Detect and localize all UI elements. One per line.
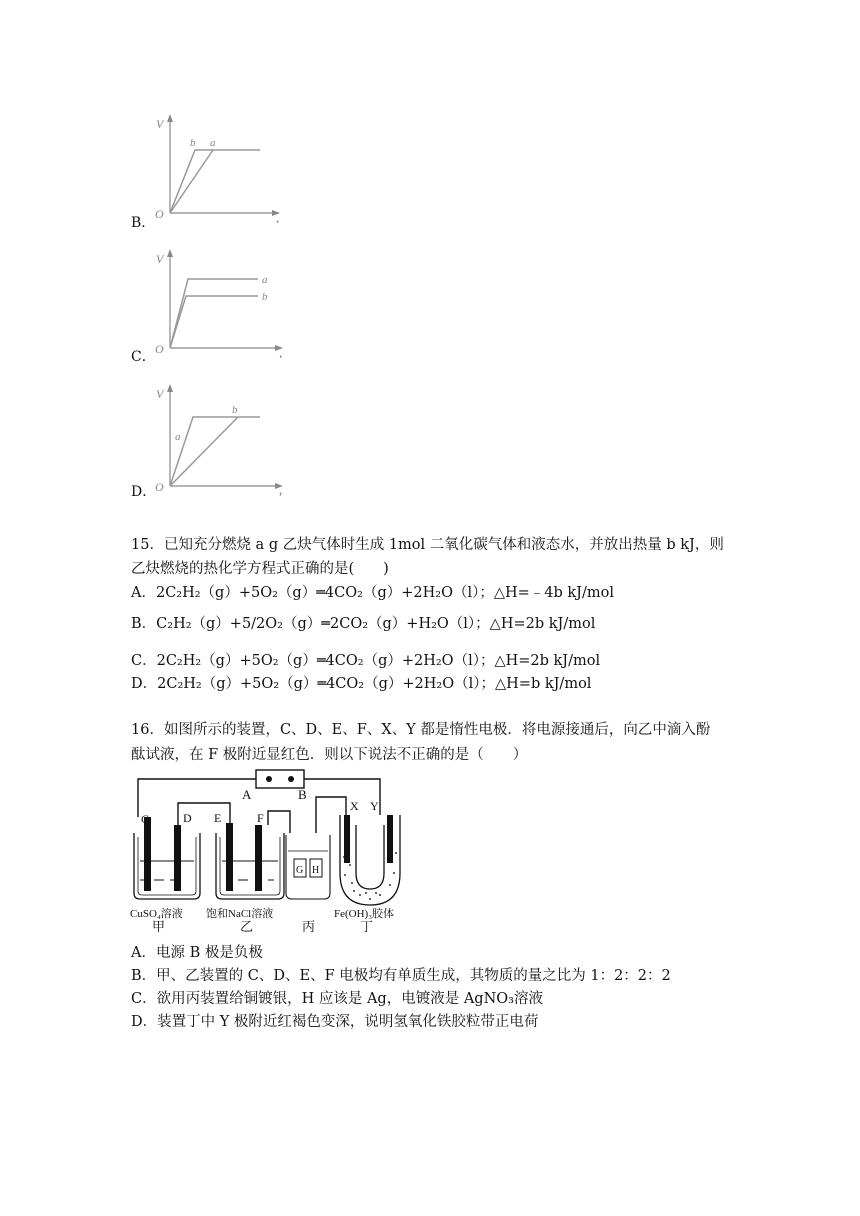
power-label-b: B [298, 787, 307, 802]
line-a [170, 279, 258, 348]
option-label-d: D． [131, 484, 157, 500]
axis-y-label: V [156, 117, 164, 131]
line-a [170, 417, 260, 486]
power-source [256, 770, 304, 788]
q16-option-d: D．装置丁中 Y 极附近红褐色变深，说明氢氧化铁胶粒带正电荷 [131, 1014, 539, 1030]
graph-option-b [150, 108, 280, 227]
electrode-label-x: X [350, 799, 359, 813]
graph-option-d [150, 378, 285, 500]
electrode-y [387, 815, 393, 863]
solution-label-yi: 饱和NaCl溶液 [206, 908, 274, 920]
line-label-a: a [175, 431, 181, 443]
option-label-c: C． [131, 349, 156, 365]
line-label-b: b [232, 404, 238, 416]
electrode-label-h: H [312, 865, 320, 876]
q16-stem-line2: 酞试液，在 F 极附近显红色．则以下说法不正确的是（ ） [131, 747, 528, 763]
axis-x-label: t [276, 217, 280, 223]
solution-label-jia: CuSO₄溶液 [130, 908, 183, 920]
line-b [170, 296, 258, 348]
option-label-b: B． [131, 215, 156, 231]
q16-option-b: B．甲、乙装置的 C、D、E、F 电极均有单质生成，其物质的量之比为 1：2：2：2 [131, 968, 671, 984]
svg-text:t: t [279, 489, 283, 496]
q15-stem-line2: 乙炔燃烧的热化学方程式正确的是( ) [131, 561, 389, 577]
line-label-b: b [262, 291, 268, 303]
electrode-label-e: E [214, 811, 222, 825]
q15-option-b: B．C₂H₂（g）+5/2O₂（g）═2CO₂（g）+H₂O（l）；△H=2b kJ/mol [131, 616, 596, 632]
q16-option-a: A．电源 B 极是负极 [131, 945, 263, 961]
line-label-a: a [262, 274, 268, 286]
electrode-f [255, 825, 262, 891]
line-b [170, 417, 238, 486]
electrode-label-f: F [257, 811, 264, 825]
svg-text:O: O [155, 480, 164, 494]
electrode-x [344, 815, 350, 863]
solution-label-ding: Fe(OH)₃胶体 [334, 908, 395, 920]
vessel-name-yi: 乙 [240, 919, 254, 934]
vessel-name-ding: 丁 [360, 919, 374, 934]
line-b [170, 150, 260, 213]
vessel-name-bing: 丙 [302, 919, 316, 934]
origin-label: O [155, 207, 164, 221]
q16-option-c: C．欲用丙装置给铜镀银，H 应该是 Ag，电镀液是 AgNO₃溶液 [131, 991, 543, 1007]
electrode-e [226, 823, 233, 891]
electrode-d [174, 825, 181, 891]
electrolysis-apparatus-figure [128, 765, 478, 939]
graph-option-c [150, 243, 285, 362]
line-label-a: a [210, 137, 216, 149]
svg-text:t: t [279, 352, 283, 358]
vessel-name-jia: 甲 [152, 919, 166, 934]
q15-option-a: A．2C₂H₂（g）+5O₂（g）═4CO₂（g）+2H₂O（l）；△H=﹣4b kJ/mol [131, 585, 615, 601]
q15-option-c: C．2C₂H₂（g）+5O₂（g）═4CO₂（g）+2H₂O（l）；△H=2b kJ/mol [131, 653, 601, 669]
svg-text:O: O [155, 342, 164, 356]
electrode-label-c: C [141, 812, 150, 826]
electrode-label-g: G [296, 865, 304, 876]
q15-option-d: D．2C₂H₂（g）+5O₂（g）═4CO₂（g）+2H₂O（l）；△H=b kJ/mol [131, 676, 592, 692]
q15-stem-line1: 15．已知充分燃烧 a g 乙炔气体时生成 1mol 二氧化碳气体和液态水，并放出热量 b kJ，则 [131, 537, 724, 553]
svg-text:V: V [156, 252, 164, 266]
power-label-a: A [242, 787, 252, 802]
line-label-b: b [190, 137, 196, 149]
electrode-c [144, 817, 151, 891]
electrode-label-y: Y [370, 799, 379, 813]
electrode-label-d: D [183, 811, 192, 825]
svg-text:V: V [156, 387, 164, 401]
q16-stem-line1: 16．如图所示的装置，C、D、E、F、X、Y 都是惰性电极．将电源接通后，向乙中滴入酚 [131, 722, 711, 738]
